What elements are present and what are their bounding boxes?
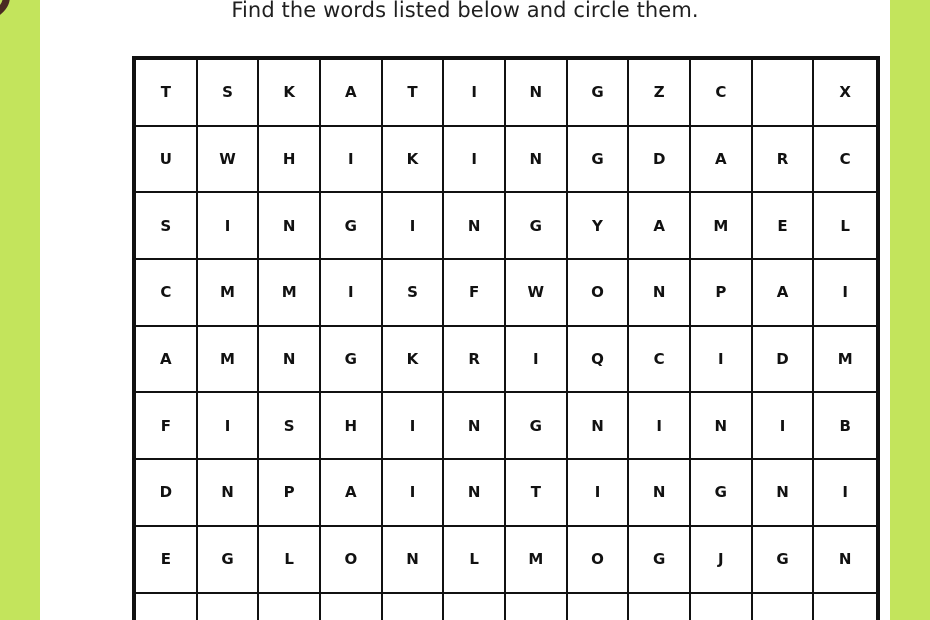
- grid-cell-r8-c1[interactable]: E: [136, 527, 198, 594]
- grid-cell-r2-c2[interactable]: W: [198, 127, 260, 194]
- grid-cell-r3-c3[interactable]: N: [259, 193, 321, 260]
- grid-cell-r6-c10[interactable]: N: [691, 393, 753, 460]
- grid-cell-r8-c6[interactable]: L: [444, 527, 506, 594]
- grid-cell-r6-c3[interactable]: S: [259, 393, 321, 460]
- grid-cell-r4-c6[interactable]: F: [444, 260, 506, 327]
- grid-cell-r4-c12[interactable]: I: [814, 260, 876, 327]
- grid-cell-r8-c8[interactable]: O: [568, 527, 630, 594]
- grid-cell-r7-c6[interactable]: N: [444, 460, 506, 527]
- grid-cell-r2-c12[interactable]: C: [814, 127, 876, 194]
- grid-cell-r2-c3[interactable]: H: [259, 127, 321, 194]
- grid-cell-r2-c1[interactable]: U: [136, 127, 198, 194]
- grid-cell-r8-c9[interactable]: G: [629, 527, 691, 594]
- grid-cell-r5-c7[interactable]: I: [506, 327, 568, 394]
- grid-cell-r8-c11[interactable]: G: [753, 527, 815, 594]
- grid-cell-r9-c1[interactable]: [136, 594, 198, 620]
- grid-cell-r7-c4[interactable]: A: [321, 460, 383, 527]
- grid-cell-r9-c5[interactable]: [383, 594, 445, 620]
- grid-cell-r3-c1[interactable]: S: [136, 193, 198, 260]
- grid-cell-r1-c5[interactable]: T: [383, 60, 445, 127]
- grid-cell-r1-c8[interactable]: G: [568, 60, 630, 127]
- grid-cell-r1-c6[interactable]: I: [444, 60, 506, 127]
- grid-cell-r2-c11[interactable]: R: [753, 127, 815, 194]
- grid-cell-r9-c2[interactable]: [198, 594, 260, 620]
- instructions-text: Find the words listed below and circle them.: [231, 0, 699, 22]
- grid-cell-r6-c5[interactable]: I: [383, 393, 445, 460]
- grid-cell-r9-c9[interactable]: [629, 594, 691, 620]
- grid-cell-r2-c5[interactable]: K: [383, 127, 445, 194]
- grid-cell-r2-c7[interactable]: N: [506, 127, 568, 194]
- grid-cell-r9-c6[interactable]: [444, 594, 506, 620]
- grid-cell-r9-c10[interactable]: [691, 594, 753, 620]
- grid-cell-r6-c1[interactable]: F: [136, 393, 198, 460]
- grid-cell-r9-c12[interactable]: [814, 594, 876, 620]
- grid-cell-r1-c3[interactable]: K: [259, 60, 321, 127]
- grid-cell-r4-c11[interactable]: A: [753, 260, 815, 327]
- grid-cell-r7-c1[interactable]: D: [136, 460, 198, 527]
- grid-cell-r5-c1[interactable]: A: [136, 327, 198, 394]
- grid-cell-r6-c11[interactable]: I: [753, 393, 815, 460]
- grid-cell-r9-c3[interactable]: [259, 594, 321, 620]
- grid-cell-r3-c8[interactable]: Y: [568, 193, 630, 260]
- grid-cell-r4-c4[interactable]: I: [321, 260, 383, 327]
- grid-cell-r3-c2[interactable]: I: [198, 193, 260, 260]
- grid-cell-r3-c5[interactable]: I: [383, 193, 445, 260]
- grid-cell-r5-c3[interactable]: N: [259, 327, 321, 394]
- grid-cell-r8-c4[interactable]: O: [321, 527, 383, 594]
- grid-cell-r5-c9[interactable]: C: [629, 327, 691, 394]
- grid-cell-r3-c7[interactable]: G: [506, 193, 568, 260]
- grid-cell-r1-c4[interactable]: A: [321, 60, 383, 127]
- grid-cell-r5-c4[interactable]: G: [321, 327, 383, 394]
- grid-cell-r4-c1[interactable]: C: [136, 260, 198, 327]
- grid-cell-r4-c9[interactable]: N: [629, 260, 691, 327]
- grid-cell-r8-c3[interactable]: L: [259, 527, 321, 594]
- grid-cell-r2-c6[interactable]: I: [444, 127, 506, 194]
- grid-cell-r9-c7[interactable]: [506, 594, 568, 620]
- grid-cell-r1-c7[interactable]: N: [506, 60, 568, 127]
- grid-cell-r3-c11[interactable]: E: [753, 193, 815, 260]
- grid-cell-r2-c8[interactable]: G: [568, 127, 630, 194]
- grid-cell-r3-c6[interactable]: N: [444, 193, 506, 260]
- grid-cell-r4-c3[interactable]: M: [259, 260, 321, 327]
- grid-cell-r6-c7[interactable]: G: [506, 393, 568, 460]
- grid-cell-r6-c9[interactable]: I: [629, 393, 691, 460]
- grid-cell-r7-c5[interactable]: I: [383, 460, 445, 527]
- grid-cell-r7-c10[interactable]: G: [691, 460, 753, 527]
- grid-cell-r9-c4[interactable]: [321, 594, 383, 620]
- grid-cell-r7-c9[interactable]: N: [629, 460, 691, 527]
- grid-cell-r4-c2[interactable]: M: [198, 260, 260, 327]
- grid-cell-r6-c6[interactable]: N: [444, 393, 506, 460]
- grid-cell-r3-c12[interactable]: L: [814, 193, 876, 260]
- grid-cell-r8-c12[interactable]: N: [814, 527, 876, 594]
- grid-cell-r1-c10[interactable]: C: [691, 60, 753, 127]
- grid-cell-r8-c10[interactable]: J: [691, 527, 753, 594]
- grid-cell-r8-c2[interactable]: G: [198, 527, 260, 594]
- grid-cell-r4-c5[interactable]: S: [383, 260, 445, 327]
- grid-cell-r4-c7[interactable]: W: [506, 260, 568, 327]
- grid-cell-r5-c5[interactable]: K: [383, 327, 445, 394]
- grid-cell-r7-c7[interactable]: T: [506, 460, 568, 527]
- grid-cell-r6-c4[interactable]: H: [321, 393, 383, 460]
- grid-cell-r6-c8[interactable]: N: [568, 393, 630, 460]
- grid-cell-r8-c5[interactable]: N: [383, 527, 445, 594]
- grid-cell-r6-c2[interactable]: I: [198, 393, 260, 460]
- grid-cell-r7-c8[interactable]: I: [568, 460, 630, 527]
- grid-cell-r7-c2[interactable]: N: [198, 460, 260, 527]
- grid-cell-r7-c11[interactable]: N: [753, 460, 815, 527]
- grid-cell-r1-c12[interactable]: X: [814, 60, 876, 127]
- word-search-grid: [132, 56, 880, 620]
- grid-cell-r1-c2[interactable]: S: [198, 60, 260, 127]
- grid-cell-r5-c6[interactable]: R: [444, 327, 506, 394]
- grid-cell-r5-c2[interactable]: M: [198, 327, 260, 394]
- grid-cell-r8-c7[interactable]: M: [506, 527, 568, 594]
- grid-cell-r6-c12[interactable]: B: [814, 393, 876, 460]
- grid-cell-r7-c12[interactable]: I: [814, 460, 876, 527]
- grid-cell-r7-c3[interactable]: P: [259, 460, 321, 527]
- grid-cell-r2-c4[interactable]: I: [321, 127, 383, 194]
- grid-cell-r9-c11[interactable]: [753, 594, 815, 620]
- grid-cell-r3-c9[interactable]: A: [629, 193, 691, 260]
- grid-cell-r1-c1[interactable]: T: [136, 60, 198, 127]
- grid-cell-r5-c10[interactable]: I: [691, 327, 753, 394]
- grid-cell-r5-c8[interactable]: Q: [568, 327, 630, 394]
- grid-cell-r3-c4[interactable]: G: [321, 193, 383, 260]
- grid-cell-r5-c12[interactable]: M: [814, 327, 876, 394]
- grid-cell-r9-c8[interactable]: [568, 594, 630, 620]
- grid-cell-r1-c9[interactable]: Z: [629, 60, 691, 127]
- grid-cell-r2-c10[interactable]: A: [691, 127, 753, 194]
- grid-cell-r4-c8[interactable]: O: [568, 260, 630, 327]
- worksheet: [40, 0, 890, 620]
- grid-cell-r1-c11[interactable]: [753, 60, 815, 127]
- grid-cell-r4-c10[interactable]: P: [691, 260, 753, 327]
- grid-cell-r5-c11[interactable]: D: [753, 327, 815, 394]
- grid-cell-r2-c9[interactable]: D: [629, 127, 691, 194]
- grid-cell-r3-c10[interactable]: M: [691, 193, 753, 260]
